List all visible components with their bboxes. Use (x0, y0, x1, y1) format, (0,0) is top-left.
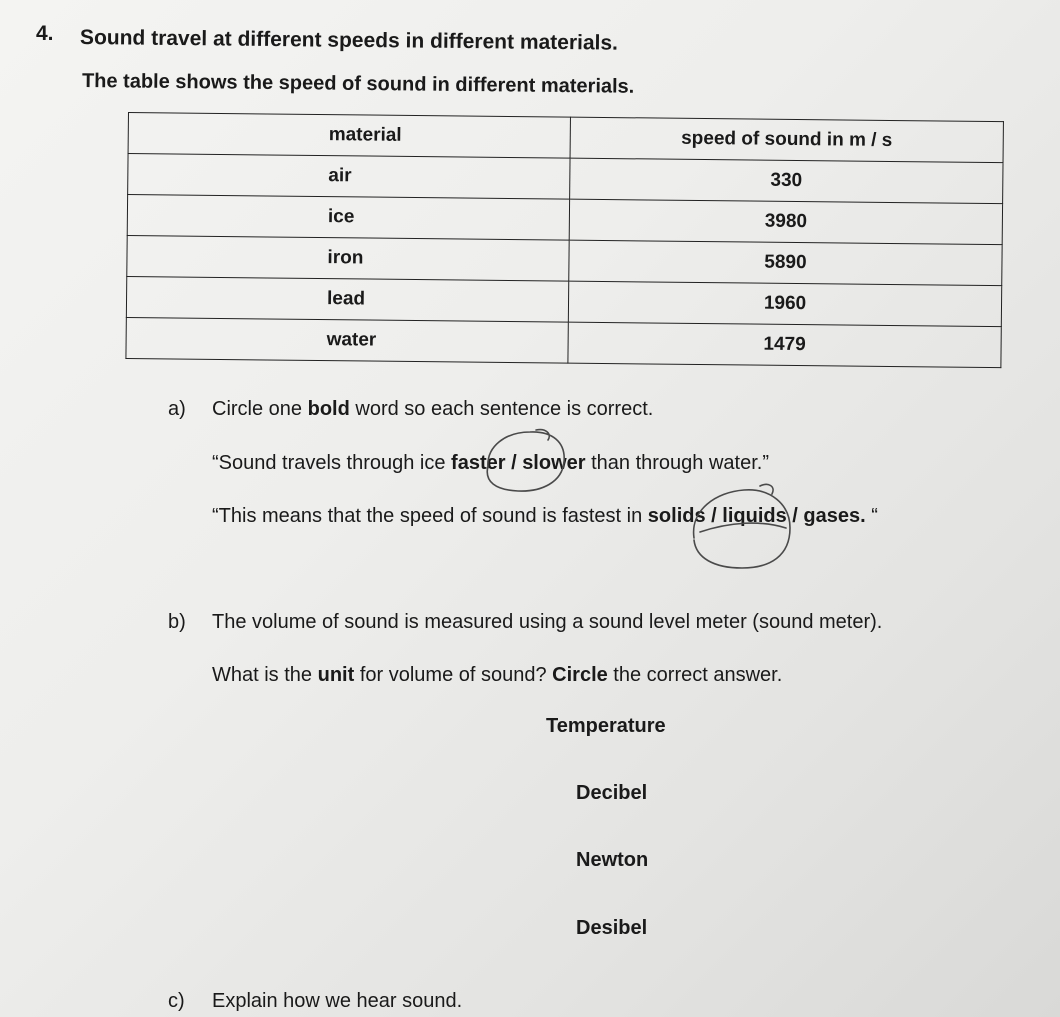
material-cell: lead (126, 276, 568, 322)
part-c-text: Explain how we hear sound. (212, 990, 463, 1012)
speed-of-sound-table (125, 112, 1004, 368)
material-cell: ice (127, 195, 569, 241)
sentence-text: “ (865, 505, 878, 527)
header-material: material (128, 113, 570, 159)
sentence-2 (212, 505, 878, 528)
answer-option-temperature[interactable]: Temperature (546, 715, 666, 737)
part-b-label: b) (168, 611, 186, 633)
material-cell: iron (127, 235, 569, 281)
speed-cell: 5890 (569, 240, 1002, 286)
speed-cell: 1479 (568, 322, 1001, 368)
question-title: Sound travel at different speeds in different materials. (79, 26, 619, 55)
question-text: for volume of sound? (354, 664, 553, 686)
option-solids[interactable]: solids (647, 505, 706, 527)
answer-option-newton[interactable]: Newton (576, 849, 649, 871)
question-number: 4. (36, 22, 54, 45)
speed-cell: 3980 (569, 199, 1002, 245)
sentence-text: “This means that the speed of sound is fastest in (212, 505, 648, 527)
option-separator: / (786, 505, 804, 527)
question-text: What is the (212, 664, 318, 686)
option-gases[interactable]: gases. (803, 505, 866, 527)
instruction-text: Circle one (212, 398, 308, 420)
sentence-text: “Sound travels through ice (212, 452, 452, 474)
instruction-bold: bold (307, 398, 350, 420)
question-text: the correct answer. (607, 664, 783, 686)
sentence-1 (212, 452, 769, 475)
speed-cell: 330 (570, 158, 1003, 204)
table-row (126, 317, 1001, 367)
question-intro: The table shows the speed of sound in different materials. (81, 70, 635, 98)
material-cell: water (126, 317, 568, 363)
option-liquids[interactable]: liquids (722, 505, 787, 527)
sentence-text: than through water.” (585, 452, 769, 474)
material-cell: air (128, 154, 570, 200)
instruction-text: word so each sentence is correct. (349, 398, 654, 420)
question-bold-circle: Circle (552, 664, 608, 686)
answer-option-desibel[interactable]: Desibel (576, 917, 648, 939)
option-separator: / (505, 452, 523, 474)
option-slower[interactable]: slower (522, 452, 586, 474)
answer-option-decibel[interactable]: Decibel (576, 782, 648, 804)
part-c-label: c) (168, 990, 185, 1012)
option-separator: / (705, 505, 723, 527)
part-a-label: a) (168, 398, 186, 420)
part-b-text: The volume of sound is measured using a sound level meter (sound meter). (212, 611, 883, 633)
header-speed: speed of sound in m / s (570, 117, 1003, 163)
part-b-question (212, 664, 782, 687)
question-bold-unit: unit (317, 664, 355, 686)
part-a-instruction (212, 398, 653, 421)
speed-cell: 1960 (568, 281, 1001, 327)
option-faster[interactable]: faster (451, 452, 506, 474)
